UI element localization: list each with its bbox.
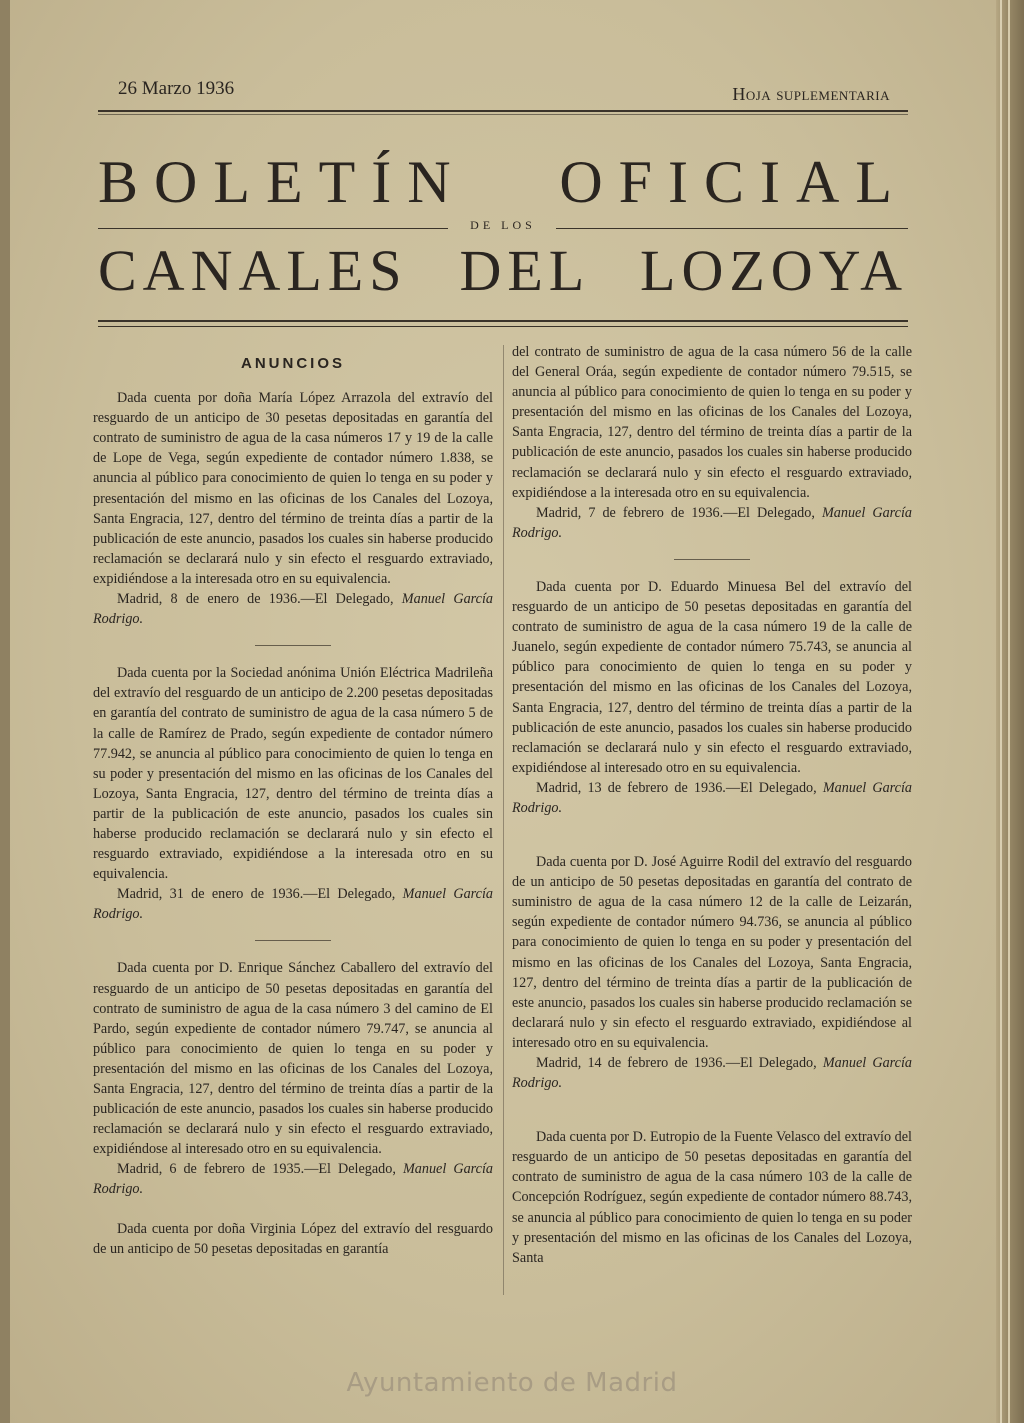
column-divider — [503, 345, 504, 1295]
notice-separator — [674, 559, 750, 560]
signature-name: Manuel García Rodrigo. — [512, 1055, 912, 1092]
notice-separator — [255, 1209, 331, 1210]
notice-1 — [93, 388, 493, 629]
signature-place-date: Madrid, 7 de febrero de 1936.—El Delegado, — [536, 504, 815, 521]
header-supplement: Hoja suplementaria — [732, 84, 890, 104]
signature-name: Manuel García Rodrigo. — [512, 779, 912, 816]
signature-place-date: Madrid, 6 de febrero de 1935.—El Delegado, — [117, 1161, 396, 1178]
masthead-connector-rule-right — [556, 228, 908, 229]
notice-separator — [674, 834, 750, 835]
signature-place-date: Madrid, 31 de enero de 1936.—El Delegado, — [117, 886, 396, 903]
notice-body: Dada cuenta por D. José Aguirre Rodil del extravío del resguardo de un anticipo de 50 pesetas depositadas en garantía del contrato de suministro de agua de la casa número 12 de la calle de Leizarán, según expediente de contador número 94.736, se anuncia al público para conocimiento de quien lo tenga en su poder y presentación del mismo en las oficinas de los Canales del Lozoya, Santa Engracia, 127, dentro del término de treinta días a partir de la publicación de este anuncio, pasados los cuales sin haberse producido reclamación se declarará nulo y sin efecto el resguardo extraviado, expidiéndose al interesado otro en su equivalencia. — [512, 854, 912, 1051]
header-rule — [98, 110, 908, 112]
watermark: Ayuntamiento de Madrid — [346, 1368, 678, 1398]
masthead-rule-thick — [98, 320, 908, 322]
notice-body: Dada cuenta por D. Eduardo Minuesa Bel del extravío del resguardo de un anticipo de 50 pesetas depositadas en garantía del contrato de suministro de agua de la casa número 19 de la calle de Juanelo, según expediente de contador número 75.743, se anuncia al público para conocimiento de quien lo tenga en su poder y presentación del mismo en las oficinas de los Canales del Lozoya, Santa Engracia, 127, dentro del término de treinta días a partir de la publicación de este anuncio, pasados los cuales sin haberse producido reclamación se declarará nulo y sin efecto el resguardo extraviado, expidiéndose al interesado otro en su equivalencia. — [512, 578, 912, 776]
header-date: 26 Marzo 1936 — [118, 78, 235, 99]
notice-3 — [93, 958, 493, 1199]
notice-4-start — [93, 1219, 493, 1259]
masthead-connector — [98, 218, 908, 238]
notice-signature — [512, 1053, 912, 1093]
notice-6 — [512, 852, 912, 1093]
section-title: ANUNCIOS — [240, 355, 345, 372]
notice-2 — [93, 663, 493, 924]
notice-signature — [512, 503, 912, 543]
notice-4-continued — [512, 342, 912, 543]
notice-signature — [93, 1159, 493, 1199]
notice-signature — [93, 884, 493, 924]
notice-body: Dada cuenta por la Sociedad anónima Unión Eléctrica Madrileña del extravío del resguardo de un anticipo de 2.200 pesetas depositadas en garantía del contrato de suministro de agua de la casa número 5 de la calle de Ramírez de Prado, según expediente de contador número 77.942, se anuncia al público para conocimiento de quien lo tenga en su poder y presentación del mismo en las oficinas de los Canales del Lozoya, Santa Engracia, 127, dentro del término de treinta días a partir de la publicación de este anuncio, pasados los cuales sin haberse producido reclamación se declarará nulo y sin efecto el resguardo extraviado, expidiéndose a la interesada otro en su equivalencia. — [93, 665, 493, 883]
masthead-line-2: CANALES DEL LOZOYA — [98, 238, 908, 303]
header-rule-thin — [98, 114, 908, 115]
notice-separator — [255, 940, 331, 941]
page-edge-left — [0, 0, 10, 1423]
notice-separator — [674, 1109, 750, 1110]
notice-body: Dada cuenta por D. Enrique Sánchez Caballero del extravío del resguardo de un anticipo de 50 pesetas depositadas en garantía del contrato de suministro de agua de la casa número 3 del camino de El Pardo, según expediente de contador número 79.747, se anuncia al público para conocimiento de quien lo tenga en su poder y presentación del mismo en las oficinas de los Canales del Lozoya, Santa Engracia, 127, dentro del término de treinta días a partir de la publicación de este anuncio, pasados los cuales sin haberse producido reclamación se declarará nulo y sin efecto el resguardo extraviado, expidiéndose al interesado otro en su equivalencia. — [93, 960, 493, 1158]
signature-place-date: Madrid, 8 de enero de 1936.—El Delegado, — [117, 591, 394, 608]
signature-place-date: Madrid, 13 de febrero de 1936.—El Delegado, — [536, 779, 817, 796]
page-edge-right — [996, 0, 1024, 1423]
notice-5 — [512, 577, 912, 818]
masthead-rule-thin — [98, 326, 908, 327]
notice-signature — [93, 589, 493, 629]
notice-signature — [512, 778, 912, 818]
column-right — [512, 342, 912, 1268]
notice-7 — [512, 1127, 912, 1268]
column-left — [93, 342, 493, 1259]
signature-name: Manuel García Rodrigo. — [93, 1161, 493, 1198]
masthead-connector-text: DE LOS — [470, 218, 536, 232]
notice-body: Dada cuenta por doña Virginia López del extravío del resguardo de un anticipo de 50 pesetas depositadas en garantía — [93, 1220, 493, 1257]
notice-body: Dada cuenta por D. Eutropio de la Fuente Velasco del extravío del resguardo de un anticipo de 50 pesetas depositadas en garantía del contrato de suministro de agua de la casa número 103 de la calle de Concepción Rodríguez, según expediente de contador número 88.743, se anuncia al público para conocimiento de quien lo tenga en su poder y presentación del mismo en las oficinas de los Canales del Lozoya, Santa — [512, 1129, 912, 1266]
notice-separator — [255, 645, 331, 646]
notice-body: Dada cuenta por doña María López Arrazola del extravío del resguardo de un anticipo de 30 pesetas depositadas en garantía del contrato de suministro de agua de la casa números 17 y 19 de la calle de Lope de Vega, según expediente de contador número 1.838, se anuncia al público para conocimiento de quien lo tenga en su poder y presentación del mismo en las oficinas de los Canales del Lozoya, Santa Engracia, 127, dentro del término de treinta días a partir de la publicación de este anuncio, pasados los cuales sin haberse producido reclamación se declarará nulo y sin efecto el resguardo extraviado, expidiéndose a la interesada otro en su equivalencia. — [93, 390, 493, 587]
signature-place-date: Madrid, 14 de febrero de 1936.—El Delegado, — [536, 1055, 817, 1071]
masthead-line-1: BOLETÍN OFICIAL — [98, 149, 908, 215]
signature-name: Manuel García Rodrigo. — [93, 886, 493, 923]
signature-name: Manuel García Rodrigo. — [93, 591, 493, 628]
notice-body: del contrato de suministro de agua de la casa número 56 de la calle del General Oráa, según expediente de contador número 79.515, se anuncia al público para conocimiento de quien lo tenga en su poder y presentación del mismo en las oficinas de los Canales del Lozoya, Santa Engracia, 127, dentro del término de treinta días a partir de la publicación de este anuncio, pasados los cuales sin haberse producido reclamación se declarará nulo y sin efecto el resguardo extraviado, expidiéndose a la interesada otro en su equivalencia. — [512, 344, 912, 501]
signature-name: Manuel García Rodrigo. — [512, 504, 912, 541]
